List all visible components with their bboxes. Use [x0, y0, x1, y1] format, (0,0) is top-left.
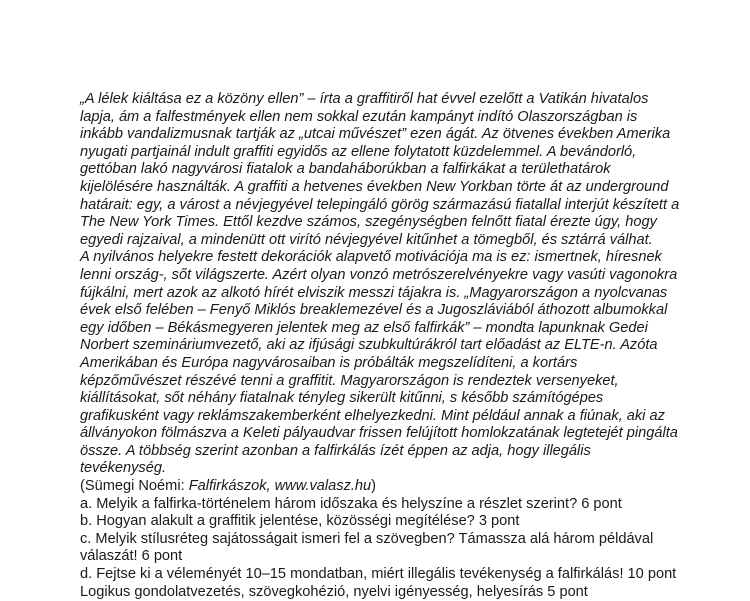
- article-body: [80, 91, 730, 478]
- source-prefix: (Sümegi Noémi:: [80, 478, 189, 495]
- question-b: b. Hogyan alakult a graffitik jelentése, közösségi megítélése? 3 pont: [80, 513, 520, 530]
- question-list: [80, 496, 730, 601]
- article-line: nyugati partjainál indult graffiti egyidős az ellene folytatott küzdelemmel. A bevándorló,: [80, 143, 637, 160]
- article-line: Amerikában és Európa nagyvárosaiban is próbálták megszelídíteni, a kortárs: [80, 354, 578, 371]
- article-line: grafikusként vagy reklámszakemberként elhelyezkedni. Mint például annak a fiúnak, aki az: [80, 407, 665, 424]
- article-line: fújkálni, mert azok az alkotó hírét elviszik messzi tájakra is. „Magyarországon a nyolcvanas: [80, 284, 668, 301]
- article-line: évek első felében – Fenyő Miklós breaklemezével és a Jugoszláviából áthozott albumokkal: [80, 302, 668, 319]
- article-line: gettóban lakó nagyvárosi fiatalok a bandaháborúkban a falfirkákat a területhatárok: [80, 161, 611, 178]
- question-a: a. Melyik a falfirka-történelem három időszaka és helyszíne a részlet szerint? 6 pont: [80, 495, 622, 512]
- article-line: inkább vandalizmusnak tartják az „utcai művészet” ezen ágát. Az ötvenes években Amerika: [80, 126, 671, 143]
- article-line: képzőművészet részévé tenni a graffitit. Magyarországon is rendeztek versenyeket,: [80, 372, 619, 389]
- article-line: határait: egy, a várost a névjegyével telepingáló görög származású fiatallal interjút készített a: [80, 196, 680, 213]
- article-line: Norbert szemináriumvezető, aki az ifjúsági szubkultúrákról tart előadást az ELTE-n. Azóta: [80, 337, 658, 354]
- document-page: [80, 91, 730, 601]
- article-line: A nyilvános helyekre festett dekorációk alapvető motivációja ma is ez: ismertnek, híresnek: [80, 249, 662, 266]
- article-line: The New York Times. Ettől kezdve számos, szegénységben felnőtt fiatal érezte úgy, hogy: [80, 214, 657, 231]
- article-line: lapja, ám a falfestmények ellen nem sokkal ezután kampányt indító Olaszországban is: [80, 108, 638, 125]
- question-d: d. Fejtse ki a véleményét 10–15 mondatban, miért illegális tevékenység a falfirkálás! 10 pont: [80, 566, 677, 583]
- article-line: egy időben – Békásmegyeren jelentek meg az első falfirkák” – mondta lapunknak Gedei: [80, 319, 648, 336]
- article-line: egyedi rajzaival, a mindenütt ott virító névjegyével kitűnhet a tömegből, és sztárrá válhat.: [80, 231, 653, 248]
- article-line: tevékenység.: [80, 460, 166, 477]
- question-c-continued: válaszát! 6 pont: [80, 548, 183, 565]
- article-line: lenni ország-, sőt világszerte. Azért olyan vonzó metrószerelvényekre vagy vasúti vagonokra: [80, 266, 678, 283]
- article-line: kijelölésére használták. A graffiti a hetvenes években New Yorkban törte át az underground: [80, 178, 669, 195]
- article-line: össze. A többség szerint azonban a falfirkálás ízét éppen az adja, hogy illegális: [80, 442, 591, 459]
- article-line: kiállításokat, sőt néhány fiatalnak tényleg sikerült kitűnni, s később számítógépes: [80, 390, 604, 407]
- question-d-continued: Logikus gondolatvezetés, szövegkohézió, nyelvi igényesség, helyesírás 5 pont: [80, 583, 588, 600]
- source-title: Falfirkászok, www.valasz.hu: [188, 478, 372, 495]
- article-line: „A lélek kiáltása ez a közöny ellen” – írta a graffitiről hat évvel ezelőtt a Vatikán hivatalos: [80, 91, 649, 107]
- source-citation: [80, 478, 730, 496]
- question-c: c. Melyik stílusréteg sajátosságait ismeri fel a szövegben? Támassza alá három példával: [80, 530, 654, 547]
- source-suffix: ): [371, 478, 377, 495]
- article-line: állványokon fölmászva a Keleti pályaudvar frissen felújított homlokzatának legtetejét pingálta: [80, 425, 678, 442]
